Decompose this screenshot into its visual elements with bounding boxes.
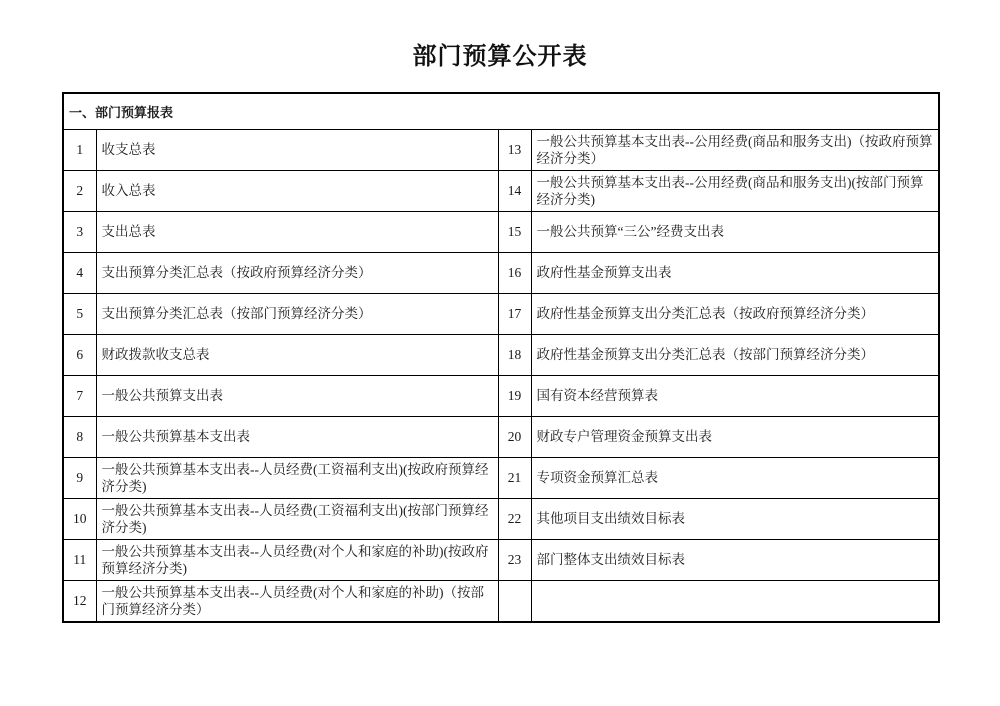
- row-number-left: 9: [63, 457, 96, 498]
- row-number-right: 15: [498, 211, 531, 252]
- row-number-left: 6: [63, 334, 96, 375]
- row-number-left: 4: [63, 252, 96, 293]
- row-number-left: 8: [63, 416, 96, 457]
- table-name-left: 支出总表: [96, 211, 498, 252]
- row-number-right: 18: [498, 334, 531, 375]
- table-name-right: 一般公共预算“三公”经费支出表: [531, 211, 939, 252]
- table-name-left: 收入总表: [96, 170, 498, 211]
- row-number-right: 16: [498, 252, 531, 293]
- table-name-left: 收支总表: [96, 129, 498, 170]
- budget-table: [62, 92, 940, 623]
- row-number-right: 23: [498, 539, 531, 580]
- table-row: [63, 252, 939, 293]
- row-number-left: 12: [63, 580, 96, 622]
- table-row: [63, 375, 939, 416]
- row-number-right: 20: [498, 416, 531, 457]
- table-name-left: 财政拨款收支总表: [96, 334, 498, 375]
- table-row: [63, 539, 939, 580]
- table-name-left: 支出预算分类汇总表（按政府预算经济分类）: [96, 252, 498, 293]
- section-header-row: [63, 93, 939, 129]
- table-row: [63, 416, 939, 457]
- table-name-left: 一般公共预算基本支出表--人员经费(对个人和家庭的补助)(按政府预算经济分类): [96, 539, 498, 580]
- table-name-left: 一般公共预算基本支出表--人员经费(工资福利支出)(按部门预算经济分类): [96, 498, 498, 539]
- section-header: 一、部门预算报表: [63, 93, 939, 129]
- row-number-left: 2: [63, 170, 96, 211]
- table-name-right: 专项资金预算汇总表: [531, 457, 939, 498]
- budget-table-container: [62, 92, 938, 623]
- row-number-right: 17: [498, 293, 531, 334]
- table-name-right: 政府性基金预算支出分类汇总表（按部门预算经济分类）: [531, 334, 939, 375]
- table-name-right: 一般公共预算基本支出表--公用经费(商品和服务支出)（按政府预算经济分类）: [531, 129, 939, 170]
- row-number-right: 19: [498, 375, 531, 416]
- table-row: [63, 498, 939, 539]
- row-number-left: 5: [63, 293, 96, 334]
- table-name-left: 一般公共预算基本支出表--人员经费(工资福利支出)(按政府预算经济分类): [96, 457, 498, 498]
- table-name-right: 其他项目支出绩效目标表: [531, 498, 939, 539]
- row-number-right: 13: [498, 129, 531, 170]
- row-number-left: 11: [63, 539, 96, 580]
- row-number-left: 3: [63, 211, 96, 252]
- table-name-right: 财政专户管理资金预算支出表: [531, 416, 939, 457]
- table-name-right: 部门整体支出绩效目标表: [531, 539, 939, 580]
- table-row: [63, 293, 939, 334]
- table-name-right: 国有资本经营预算表: [531, 375, 939, 416]
- table-name-left: 支出预算分类汇总表（按部门预算经济分类）: [96, 293, 498, 334]
- page-title: 部门预算公开表: [412, 44, 588, 70]
- table-name-right: [531, 580, 939, 622]
- table-name-left: 一般公共预算基本支出表--人员经费(对个人和家庭的补助)（按部门预算经济分类）: [96, 580, 498, 622]
- row-number-left: 10: [63, 498, 96, 539]
- row-number-right: 14: [498, 170, 531, 211]
- table-row: [63, 334, 939, 375]
- row-number-left: 7: [63, 375, 96, 416]
- table-row: [63, 457, 939, 498]
- table-name-right: 政府性基金预算支出分类汇总表（按政府预算经济分类）: [531, 293, 939, 334]
- table-row: [63, 129, 939, 170]
- table-row: [63, 170, 939, 211]
- row-number-left: 1: [63, 129, 96, 170]
- table-name-right: 政府性基金预算支出表: [531, 252, 939, 293]
- budget-table-body: [63, 93, 939, 622]
- row-number-right: 22: [498, 498, 531, 539]
- table-name-left: 一般公共预算支出表: [96, 375, 498, 416]
- row-number-right: 21: [498, 457, 531, 498]
- table-row: [63, 580, 939, 622]
- table-name-right: 一般公共预算基本支出表--公用经费(商品和服务支出)(按部门预算经济分类): [531, 170, 939, 211]
- table-name-left: 一般公共预算基本支出表: [96, 416, 498, 457]
- row-number-right: [498, 580, 531, 622]
- table-row: [63, 211, 939, 252]
